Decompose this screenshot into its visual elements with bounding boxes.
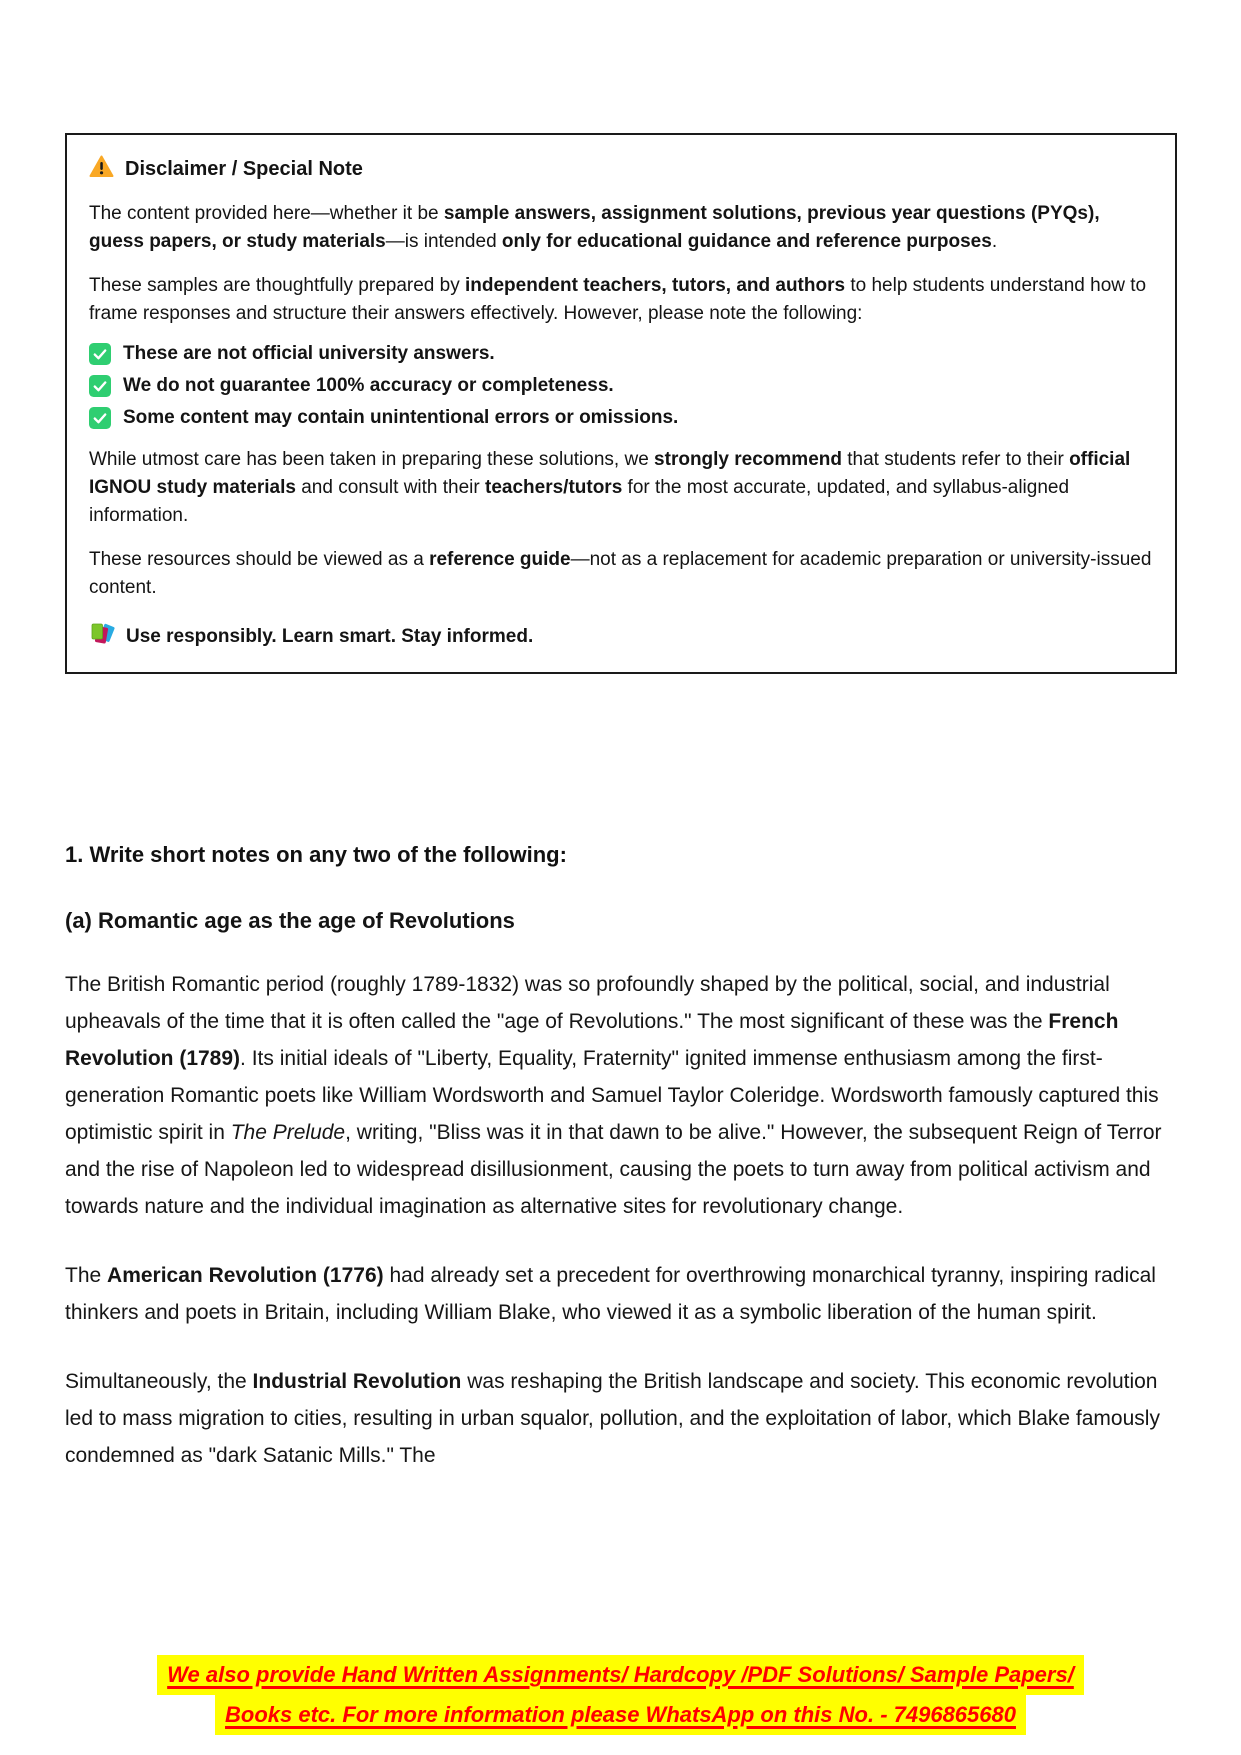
disclaimer-paragraph-3: While utmost care has been taken in preparing these solutions, we strongly recommend that students refer to their official IGNOU study materials and consult with their teachers/tutors for the most accurate, updated, and syllabus-aligned information. xyxy=(89,449,1131,526)
answer-section xyxy=(65,842,1179,1474)
disclaimer-paragraph-4: These resources should be viewed as a reference guide—not as a replacement for academic preparation or university-issued content. xyxy=(89,549,1152,598)
disclaimer-footer-text: Use responsibly. Learn smart. Stay informed. xyxy=(126,626,534,647)
books-stack-icon xyxy=(89,622,115,652)
promo-line-2: Books etc. For more information please WhatsApp on this No. - 7496865680 xyxy=(215,1695,1026,1735)
disclaimer-checklist xyxy=(89,342,1153,430)
disclaimer-paragraph-2: These samples are thoughtfully prepared by independent teachers, tutors, and authors to help students understand how to frame responses and structure their answers effectively. However, please note the following: xyxy=(89,275,1147,324)
disclaimer-title-row xyxy=(89,155,1153,184)
check-square-icon xyxy=(89,375,111,397)
checklist-item-label: We do not guarantee 100% accuracy or completeness. xyxy=(123,375,614,396)
checklist-item xyxy=(89,406,1153,430)
checklist-item xyxy=(89,374,1153,398)
answer-subheading: (a) Romantic age as the age of Revolutions xyxy=(65,908,515,933)
question-heading: 1. Write short notes on any two of the following: xyxy=(65,842,567,867)
check-square-icon xyxy=(89,343,111,365)
warning-triangle-icon xyxy=(89,155,114,184)
answer-paragraph-3: Simultaneously, the Industrial Revolution was reshaping the British landscape and society. This economic revolution led to mass migration to cities, resulting in urban squalor, pollution, and the exploitation of labor, which Blake famously condemned as "dark Satanic Mills." The xyxy=(65,1370,1160,1467)
disclaimer-box xyxy=(65,133,1177,674)
answer-paragraph-2: The American Revolution (1776) had already set a precedent for overthrowing monarchical tyranny, inspiring radical thinkers and poets in Britain, including William Blake, who viewed it as a symbolic liberation of the human spirit. xyxy=(65,1264,1156,1324)
checklist-item xyxy=(89,342,1153,366)
disclaimer-title: Disclaimer / Special Note xyxy=(125,158,363,180)
promo-banner xyxy=(0,1655,1241,1735)
checklist-item-label: These are not official university answers. xyxy=(123,343,495,364)
checklist-item-label: Some content may contain unintentional errors or omissions. xyxy=(123,407,679,428)
disclaimer-paragraph-1: The content provided here—whether it be sample answers, assignment solutions, previous year questions (PYQs), guess papers, or study materials—is intended only for educational guidance and reference purposes. xyxy=(89,203,1100,252)
check-square-icon xyxy=(89,407,111,429)
disclaimer-footer-row xyxy=(89,622,1153,652)
promo-line-1: We also provide Hand Written Assignments/ Hardcopy /PDF Solutions/ Sample Papers/ xyxy=(157,1655,1084,1695)
answer-paragraph-1: The British Romantic period (roughly 1789-1832) was so profoundly shaped by the political, social, and industrial upheavals of the time that it is often called the "age of Revolutions." The most significant of these was the French Revolution (1789). Its initial ideals of "Liberty, Equality, Fraternity" ignited immense enthusiasm among the first-generation Romantic poets like William Wordsworth and Samuel Taylor Coleridge. Wordsworth famously captured this optimistic spirit in The Prelude, writing, "Bliss was it in that dawn to be alive." However, the subsequent Reign of Terror and the rise of Napoleon led to widespread disillusionment, causing the poets to turn away from political activism and towards nature and the individual imagination as alternative sites for revolutionary change. xyxy=(65,973,1162,1218)
